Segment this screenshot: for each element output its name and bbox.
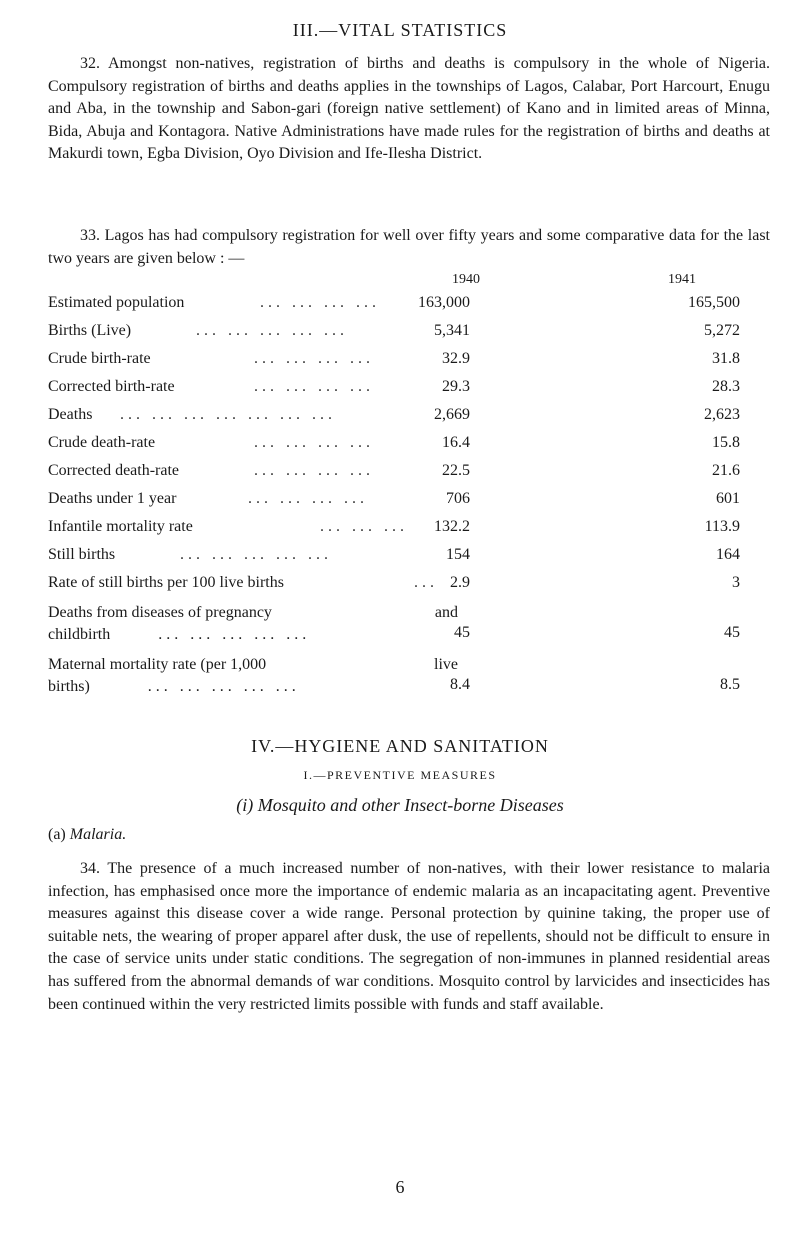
table-row — [0, 546, 800, 570]
value-1940: 22.5 — [442, 462, 470, 479]
value-1940: 8.4 — [450, 676, 470, 693]
value-1941: 15.8 — [712, 434, 740, 451]
row-label-line1: Maternal mortality rate (per 1,000 — [48, 656, 267, 673]
row-label-line1-end: and — [434, 604, 458, 621]
value-1941: 28.3 — [712, 378, 740, 395]
leader-dots: ... ... ... ... — [260, 294, 380, 311]
paragraph-32-text: 32. Amongst non-natives, registration of births and deaths is compulsory in the whole of Nigeria. Compulsory registration of births and deaths applies in the townships of Lagos, Calabar, Port Harcourt, Enugu and Aba, in the township and Sabon-gari (foreign native settlement) of Kano and in limited areas of Minna, Bida, Abuja and Kontagora. Native Administrations have made rules for the registration of births and deaths at Makurdi town, Egba Division, Oyo Division and Ife-Ilesha District. — [48, 55, 770, 162]
leader-dots: ... ... ... ... ... — [147, 678, 300, 695]
value-1940: 706 — [446, 490, 470, 507]
leader-dots: ... ... ... ... — [254, 350, 374, 367]
leader-dots: ... ... ... ... ... — [158, 626, 311, 643]
paragraph-34 — [48, 858, 770, 1016]
row-label-line2: births) — [48, 678, 90, 695]
row-label: Births (Live) — [48, 322, 132, 339]
paragraph-33-text: 33. Lagos has had compulsory registration for well over fifty years and some comparative data for the last two years are given below : — — [48, 227, 770, 267]
subsection-heading-preventive: I.—PREVENTIVE MEASURES — [303, 768, 497, 782]
page-number: 6 — [395, 1177, 405, 1197]
table-row — [0, 322, 800, 346]
table-row — [0, 434, 800, 458]
value-1941: 21.6 — [712, 462, 740, 479]
value-1941: 8.5 — [720, 676, 740, 693]
table-row — [0, 294, 800, 318]
leader-dots: ... ... ... — [320, 518, 408, 535]
subsection-heading-malaria — [48, 826, 126, 844]
row-label: Corrected death-rate — [48, 462, 180, 479]
table-row — [0, 350, 800, 374]
leader-dots: ... ... ... ... — [248, 490, 368, 507]
column-header-1941: 1941 — [668, 272, 696, 287]
value-1940: 16.4 — [442, 434, 470, 451]
value-1941: 164 — [716, 546, 740, 563]
value-1941: 113.9 — [704, 518, 740, 535]
table-row — [0, 518, 800, 542]
leader-dots: ... ... ... ... — [254, 378, 374, 395]
value-1940: 163,000 — [418, 294, 470, 311]
leader-dots: ... — [414, 574, 438, 591]
malaria-prefix: (a) — [48, 826, 66, 843]
row-label-line1: Deaths from diseases of pregnancy — [48, 604, 272, 621]
column-header-1940: 1940 — [452, 272, 480, 287]
row-label: Infantile mortality rate — [48, 518, 193, 535]
paragraph-33 — [48, 225, 770, 270]
row-label: Corrected birth-rate — [48, 378, 175, 395]
leader-dots: ... ... ... ... ... — [180, 546, 332, 563]
table-row — [0, 406, 800, 430]
section-heading-vital-statistics: III.—VITAL STATISTICS — [292, 20, 508, 40]
leader-dots: ... ... ... ... ... ... ... — [120, 406, 336, 423]
value-1940: 154 — [446, 546, 470, 563]
value-1940: 2.9 — [450, 574, 470, 591]
value-1941: 45 — [724, 624, 740, 641]
leader-dots: ... ... ... ... — [254, 462, 374, 479]
value-1940: 29.3 — [442, 378, 470, 395]
row-label: Estimated population — [48, 294, 185, 311]
value-1940: 32.9 — [442, 350, 470, 367]
row-label — [48, 654, 458, 698]
table-row — [0, 490, 800, 514]
leader-dots: ... ... ... ... ... — [196, 322, 348, 339]
table-row — [0, 378, 800, 402]
value-1940: 132.2 — [434, 518, 470, 535]
value-1941: 2,623 — [704, 406, 740, 423]
table-row — [0, 602, 800, 646]
row-label: Deaths under 1 year — [48, 490, 177, 507]
value-1941: 165,500 — [688, 294, 740, 311]
row-label: Crude death-rate — [48, 434, 156, 451]
row-label: Still births — [48, 546, 116, 563]
row-label: Crude birth-rate — [48, 350, 151, 367]
subsection-heading-mosquito: (i) Mosquito and other Insect-borne Diseases — [236, 795, 564, 815]
table-row — [0, 654, 800, 698]
row-label-line1-end: live — [434, 656, 458, 673]
section-heading-hygiene: IV.—HYGIENE AND SANITATION — [251, 736, 549, 756]
leader-dots: ... ... ... ... — [254, 434, 374, 451]
table-row — [0, 574, 800, 598]
table-row — [0, 462, 800, 486]
value-1940: 2,669 — [434, 406, 470, 423]
row-label — [48, 602, 458, 646]
value-1940: 5,341 — [434, 322, 470, 339]
row-label: Rate of still births per 100 live births — [48, 574, 284, 591]
paragraph-32 — [48, 53, 770, 166]
value-1941: 601 — [716, 490, 740, 507]
paragraph-34-text: 34. The presence of a much increased number of non-natives, with their lower resistance to malaria infection, has emphasised once more the importance of endemic malaria as an incapacitating agent. Preventive measures against this disease cover a wide range. Personal protection by quinine taking, the proper use of suitable nets, the wearing of proper apparel after dusk, the use of repellents, should not be difficult to ensure in the case of service units under static conditions. The segregation of non-immunes in planned residential areas has suffered from the abnormal demands of war conditions. Mosquito control by larvicides and insecticides has been continued within the very restricted limits possible with funds and staff available. — [48, 860, 770, 1013]
value-1941: 3 — [732, 574, 740, 591]
value-1941: 5,272 — [704, 322, 740, 339]
row-label: Deaths — [48, 406, 93, 423]
malaria-title: Malaria. — [69, 826, 127, 843]
row-label-line2: childbirth — [48, 626, 111, 643]
value-1940: 45 — [454, 624, 470, 641]
value-1941: 31.8 — [712, 350, 740, 367]
